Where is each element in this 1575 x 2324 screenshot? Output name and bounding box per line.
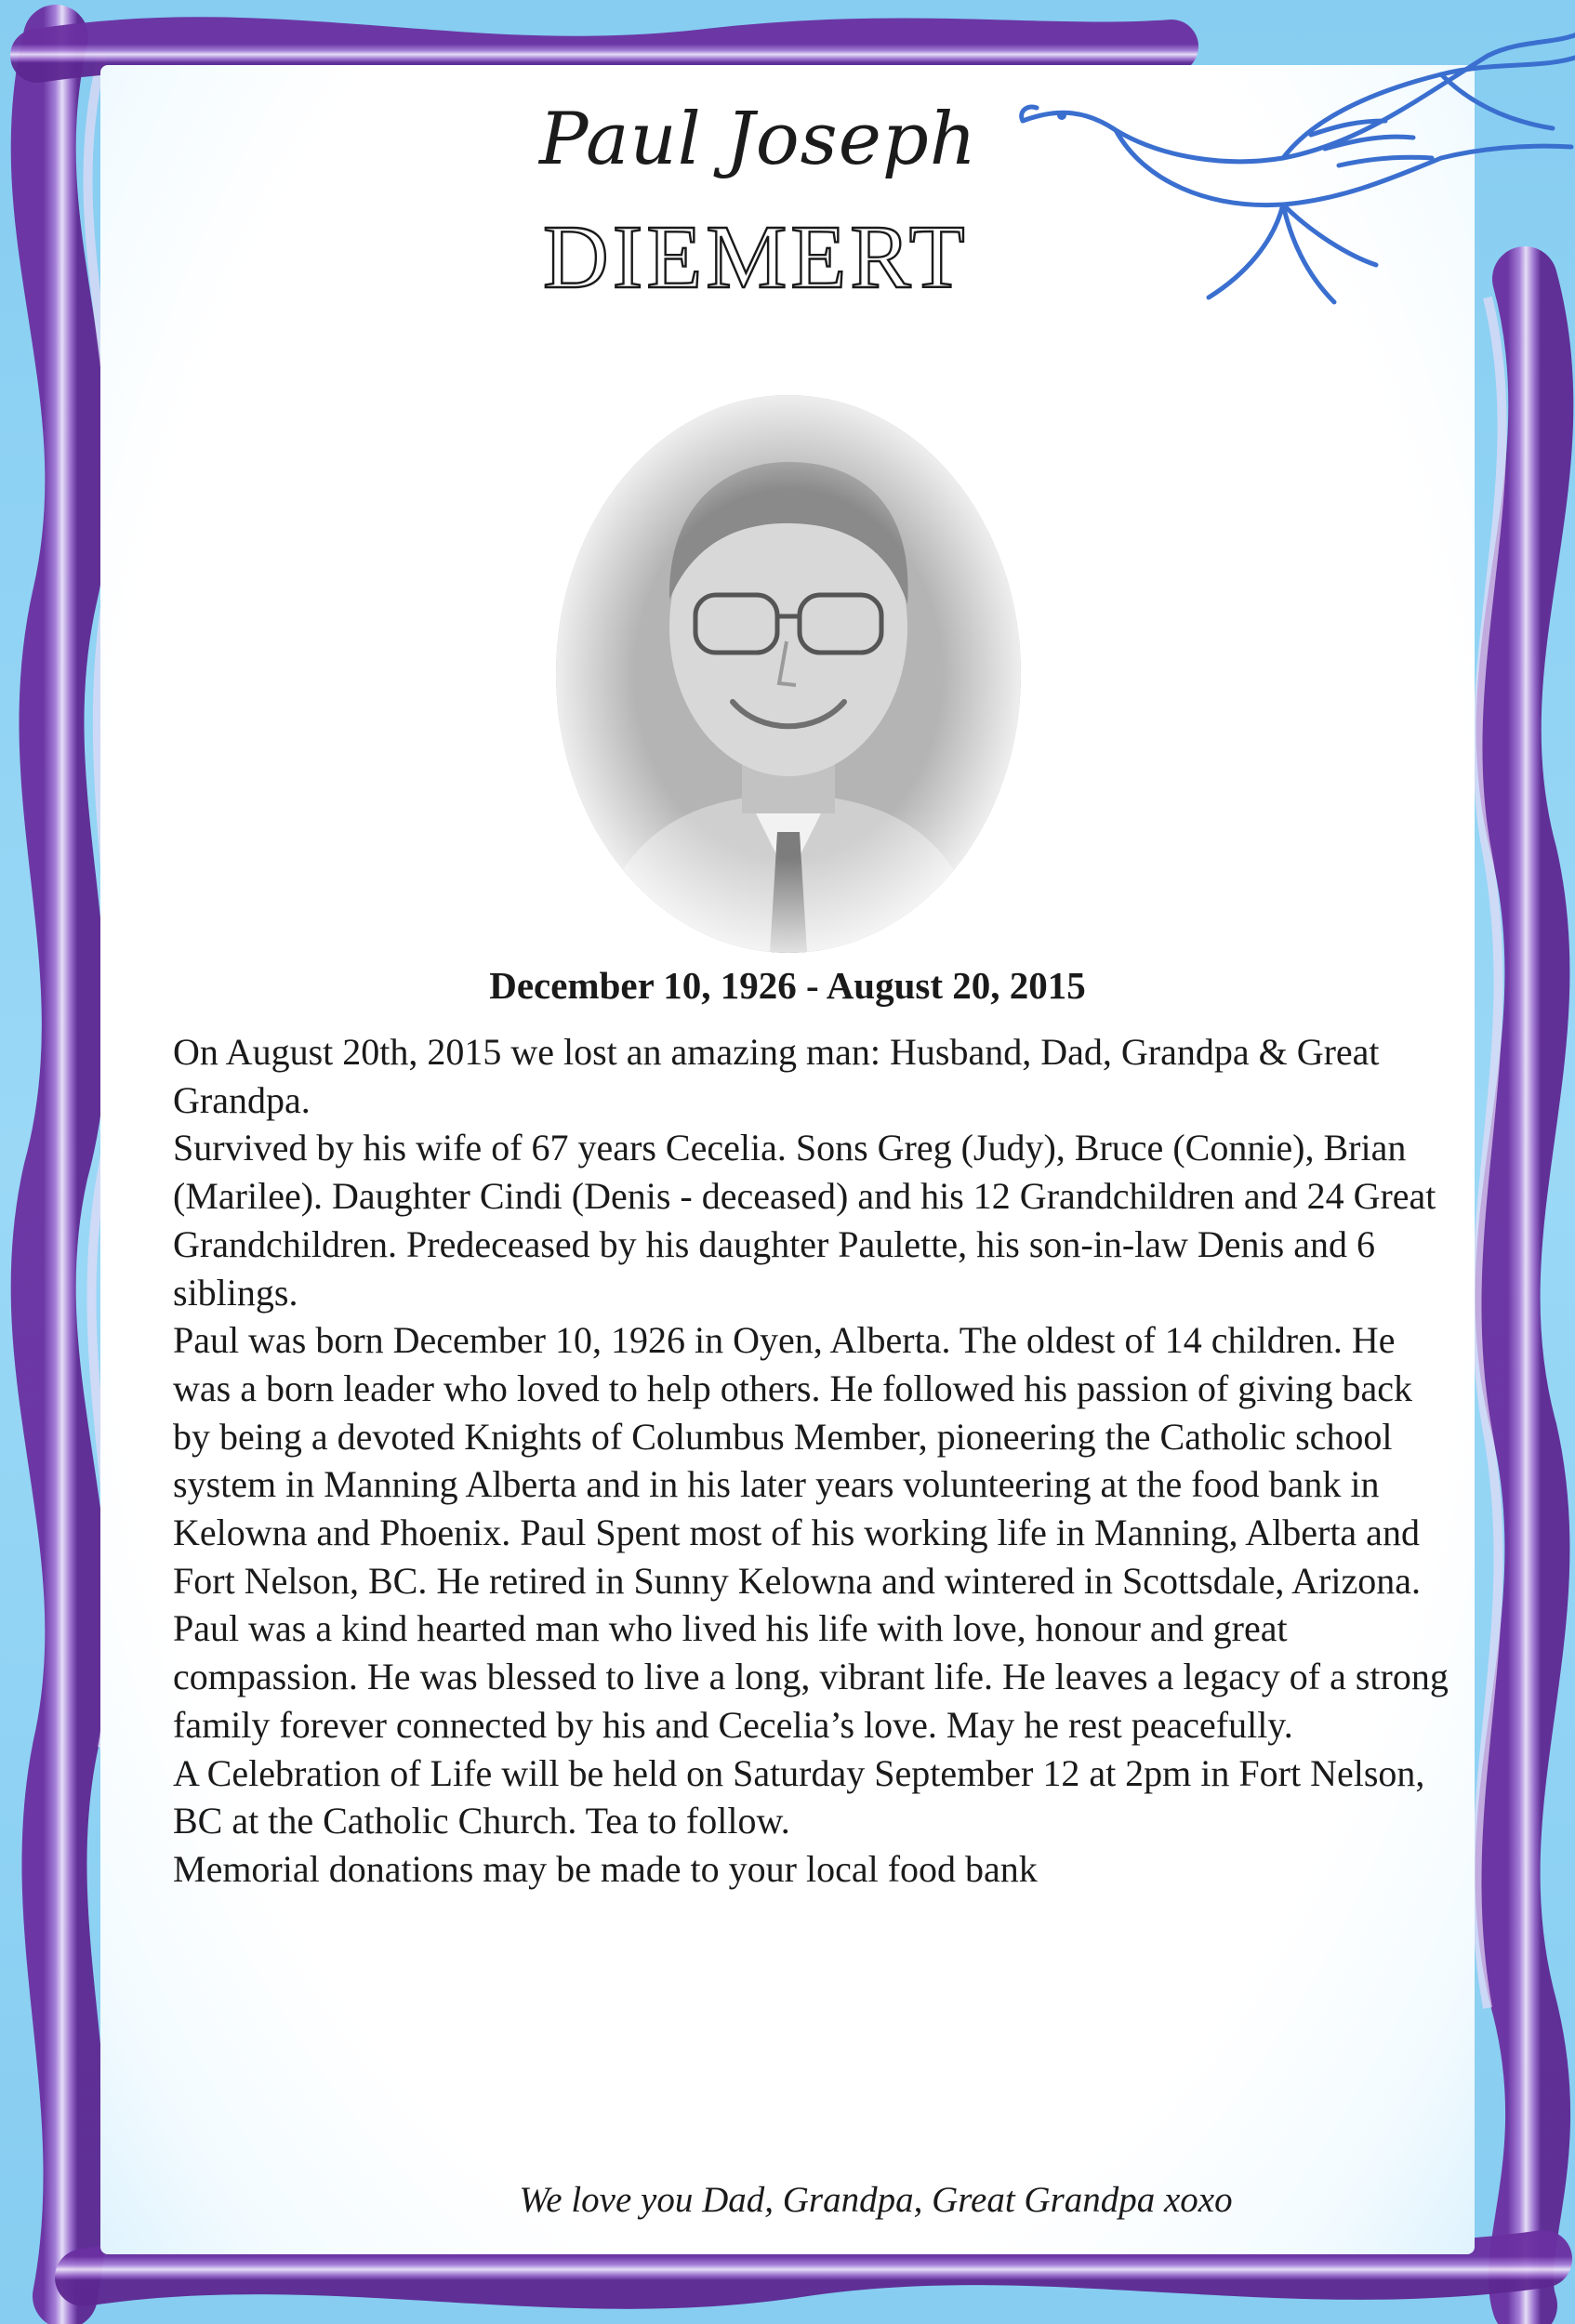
surname: DIEMERT (543, 207, 969, 308)
obituary-body (173, 1028, 1456, 1894)
paragraph-biography: Paul was born December 10, 1926 in Oyen, Alberta. The oldest of 14 children. He was a born leader who loved to help others. He followed his passion of giving back by being a devoted Knights of Columbus Member, pioneering the Catholic school system in Manning Alberta and in his later years volunteering at the food bank in Kelowna and Phoenix. Paul Spent most of his working life in Manning, Alberta and Fort Nelson, BC. He retired in Sunny Kelowna and wintered in Scottsdale, Arizona. (173, 1319, 1421, 1602)
life-dates: December 10, 1926 - August 20, 2015 (489, 964, 1086, 1007)
paragraph-donations: Memorial donations may be made to your local food bank (173, 1847, 1038, 1890)
closing-line: We love you Dad, Grandpa, Great Grandpa xoxo (519, 2180, 1233, 2220)
paragraph-intro: On August 20th, 2015 we lost an amazing man: Husband, Dad, Grandpa & Great Grandpa. (173, 1031, 1380, 1121)
dove-icon (1004, 19, 1575, 335)
paragraph-celebration: A Celebration of Life will be held on Saturday September 12 at 2pm in Fort Nelson, BC at the Catholic Church. Tea to follow. (173, 1751, 1425, 1842)
paragraph-character: Paul was a kind hearted man who lived his life with love, honour and great compassion. He was blessed to live a long, vibrant life. He leaves a legacy of a strong family forever connected by his and Cecelia’s love. May he rest peacefully. (173, 1607, 1449, 1746)
given-names: Paul Joseph (539, 98, 978, 181)
portrait-photo (556, 395, 1021, 953)
paragraph-survivors: Survived by his wife of 67 years Cecelia. Sons Greg (Judy), Bruce (Connie), Brian (Marilee). Daughter Cindi (Denis - deceased) and his 12 Grandchildren and 24 Great Grandchildren. Predeceased by his daughter Paulette, his son-in-law Denis and 6 siblings. (173, 1127, 1436, 1314)
